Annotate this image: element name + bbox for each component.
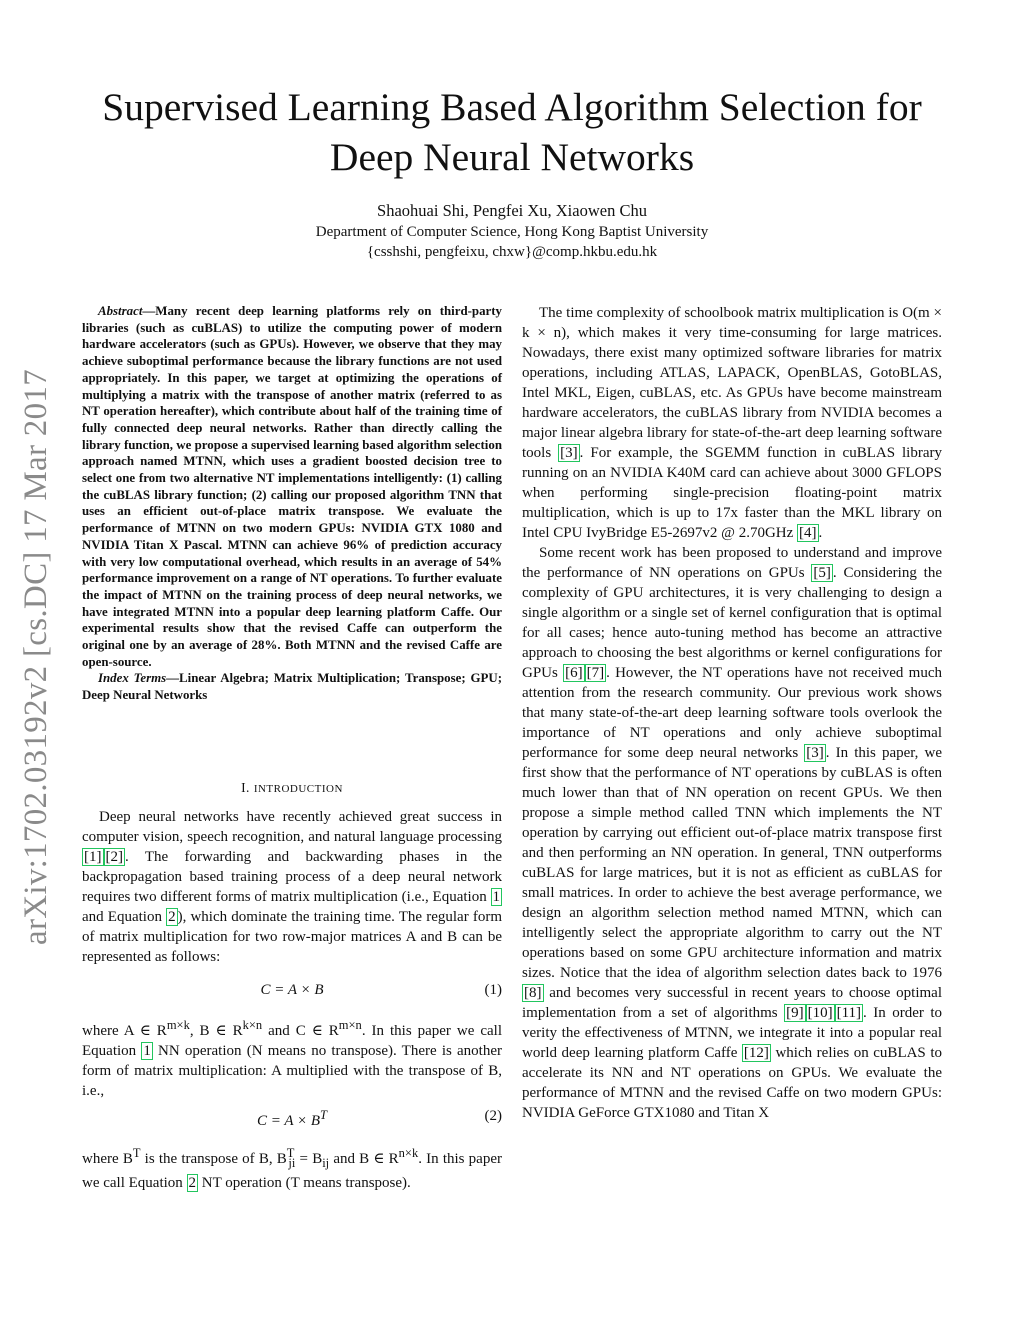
- equation-1-number: (1): [484, 982, 502, 998]
- email: {csshshi, pengfeixu, chxw}@comp.hkbu.edu.hk: [366, 244, 658, 260]
- intro-paragraph-2: where A ∈ $R^{m\times k}$, B ∈ $R^{k\times n}$ and C ∈ $R^{m\times n}$. In this paper we call Equation 1 NN operation (N means no transpose). There is another form of matrix multiplication: A multiplied with the transpose of B, i.e.,: [82, 1018, 503, 1099]
- citation-link[interactable]: [1]: [84, 849, 102, 865]
- equation-2-expr: $C = A \times B^T$: [257, 1108, 327, 1129]
- abstract-label: Abstract: [98, 304, 143, 318]
- citation-link[interactable]: [11]: [836, 1005, 862, 1021]
- title-line-2: Deep Neural Networks: [329, 135, 695, 179]
- abstract-text: Many recent deep learning platforms rely on third-party libraries (such as cuBLAS) to utilize the computing power of modern hardware accelerators (such as GPUs). However, we observe that they may achieve suboptimal performance because the library functions are not used appropriately. In this paper, we target at optimizing the operations of multiplying a matrix with the transpose of another matrix (referred to as NT operation hereafter), which contribute about half of the training time of fully connected deep neural networks. Rather than directly calling the library function, we propose a supervised learning based algorithm selection approach named MTNN, which uses a gradient boosted decision tree to select one from two alternative NT implementations intelligently: (1) calling the cuBLAS library function; (2) calling our proposed algorithm TNN that uses an efficient out-of-place matrix transpose. We evaluate the performance of MTNN on two modern GPUs: NVIDIA GTX 1080 and NVIDIA Titan X Pascal. MTNN can achieve 96% of prediction accuracy with very low computational overhead, which results in an average of 54% performance improvement on a range of NT operations. To further evaluate the impact of MTNN on the training process of deep neural networks, we have integrated MTNN into a popular deep learning platform Caffe. Our experimental results show that the revised Caffe can outperform the original one by an average of 28%. Both MTNN and the revised Caffe are open-source.: [82, 304, 502, 669]
- equation-link[interactable]: 2: [168, 909, 176, 925]
- authors: Shaohuai Shi, Pengfei Xu, Xiaowen Chu: [377, 201, 647, 220]
- citation-link[interactable]: [3]: [560, 445, 578, 461]
- citation-link[interactable]: [4]: [799, 525, 817, 541]
- citation-link[interactable]: [2]: [105, 849, 123, 865]
- right-paragraph-1: The time complexity of schoolbook matrix multiplication is O(m × k × n), which makes it very time-consuming for large matrices. Nowadays, there exist many optimized software libraries for matrix operations, including ATLAS, LAPACK, OpenBLAS, GotoBLAS, Intel MKL, Eigen, cuBLAS, etc. As GPUs have become mainstream hardware accelerators, the cuBLAS library from NVIDIA becomes a major linear algebra library for state-of-the-art deep learning software tools [3] . For example, the SGEMM function in cuBLAS library running on an NVIDIA K40M card can achieve about 3000 GFLOPS when performing single-precision floating-point matrix multiplication, which is up to 17x faster than the MKL library on Intel CPU IvyBridge E5-2697v2 @ 2.70GHz [4] .: [522, 305, 942, 541]
- section-number: I.: [241, 780, 250, 795]
- right-paragraph-2: Some recent work has been proposed to understand and improve the performance of NN operations on GPUs [5] . Considering the complexity of GPU architectures, it is very challenging to design a single algorithm or a single set of kernel configuration that is optimal for all cases; hence auto-tuning method has become an attractive approach to choosing the best algorithms or kernel configurations for GPUs [6] [7] . However, the NT operations have not received much attention from the research community. Our previous work shows that many state-of-the-art deep learning software tools overlook the importance of NT operations and only achieve suboptimal performance for some deep neural networks [3] . In this paper, we first show that the performance of NT operations by cuBLAS is often much lower than that of NN operation on recent GPUs. We then propose a simple method called TNN which implements the NT operation by carrying out efficient out-of-place matrix transpose first and then performing an NN operation. In general, TNN outperforms cuBLAS for large matrices, but it is not as efficient as cuBLAS for small matrices. In order to achieve the best average performance, we design an algorithm selection method named MTNN, which can intelligently select the appropriate algorithm to carry out the NT operations based on some GPU architecture information and matrix sizes. Notice that the idea of algorithm selection dates back to 1976 [8] and becomes very successful in recent years to choose optimal implementation from a set of algorithms [9] [10] [11] . In order to verity the effectiveness of MTNN, we integrate it into a popular real world deep learning platform Caffe [12] which relies on cuBLAS to accelerate its NN and NT operations on GPUs. We evaluate the performance of MTNN and the revised Caffe on two modern GPUs: NVIDIA GeForce GTX1080 and Titan X: [522, 545, 942, 1121]
- citation-link[interactable]: [3]: [806, 745, 824, 761]
- abstract: [82, 303, 502, 704]
- citation-link[interactable]: [10]: [807, 1005, 833, 1021]
- equation-link[interactable]: 1: [492, 889, 500, 905]
- arxiv-sidebar-stamp: arXiv:1702.03192v2 [cs.DC] 17 Mar 2017: [18, 369, 54, 945]
- paper-title: [60, 82, 964, 182]
- citation-link[interactable]: [5]: [813, 565, 831, 581]
- section-title: INTRODUCTION: [253, 783, 343, 795]
- equation-2: [82, 1108, 502, 1128]
- equation-2-number: (2): [484, 1108, 502, 1124]
- citation-link[interactable]: [12]: [743, 1045, 769, 1061]
- right-column: [522, 303, 942, 1123]
- citation-link[interactable]: [7]: [586, 665, 605, 681]
- affiliation: Department of Computer Science, Hong Kong Baptist University: [315, 224, 709, 240]
- equation-link[interactable]: 2: [188, 1175, 197, 1191]
- citation-link[interactable]: [8]: [524, 985, 542, 1001]
- title-line-1: Supervised Learning Based Algorithm Selection for: [102, 85, 922, 129]
- index-terms-text: Linear Algebra; Matrix Multiplication; Transpose; GPU; Deep Neural Networks: [82, 671, 502, 703]
- equation-1-expr: C = A × B: [260, 982, 324, 998]
- citation-link[interactable]: [6]: [565, 665, 583, 681]
- index-terms-label: Index Terms: [98, 671, 167, 686]
- citation-link[interactable]: [9]: [786, 1005, 804, 1021]
- intro-paragraph-1: Deep neural networks have recently achieved great success in computer vision, speech recognition, and natural language processing [1] [2] . The forwarding and backwarding phases in the backpropagation based training process of a deep neural network requires two different forms of matrix multiplication (i.e., Equation 1 and Equation 2 ), which dominate the training time. The regular form of matrix multiplication for two row-major matrices A and B can be represented as follows:: [82, 809, 502, 965]
- index-terms: Index Terms—Linear Algebra; Matrix Multiplication; Transpose; GPU; Deep Neural Networks: [82, 671, 502, 703]
- intro-paragraph-3: where $B^T$ is the transpose of B, $B^T_{ji} = B_{ij}$ and B ∈ $R^{n\times k}$. In this paper we call Equation 2 NT operation (T means transpose).: [82, 1146, 502, 1191]
- equation-link[interactable]: 1: [143, 1043, 151, 1059]
- equation-1: [82, 982, 502, 1002]
- abstract-paragraph: Abstract—Many recent deep learning platforms rely on third-party libraries (such as cuBLAS) to utilize the computing power of modern hardware accelerators (such as GPUs). However, we observe that they may achieve suboptimal performance because the library functions are not used appropriately. In this paper, we target at optimizing the operations of multiplying a matrix with the transpose of another matrix (referred to as NT operation hereafter), which contribute about half of the training time of fully connected deep neural networks. Rather than directly calling the library function, we propose a supervised learning based algorithm selection approach named MTNN, which uses a gradient boosted decision tree to select one from two alternative NT implementations intelligently: (1) calling the cuBLAS library function; (2) calling our proposed algorithm TNN that uses an efficient out-of-place matrix transpose. We evaluate the performance of MTNN on two modern GPUs: NVIDIA GTX 1080 and NVIDIA Titan X Pascal. MTNN can achieve 96% of prediction accuracy with very low computational overhead, which results in an average of 54% performance improvement on a range of NT operations. To further evaluate the impact of MTNN on the training process of deep neural networks, we have integrated MTNN into a popular deep learning platform Caffe. Our experimental results show that the revised Caffe can outperform the original one by an average of 28%. Both MTNN and the revised Caffe are open-source.: [82, 304, 502, 669]
- section-heading: [82, 780, 502, 796]
